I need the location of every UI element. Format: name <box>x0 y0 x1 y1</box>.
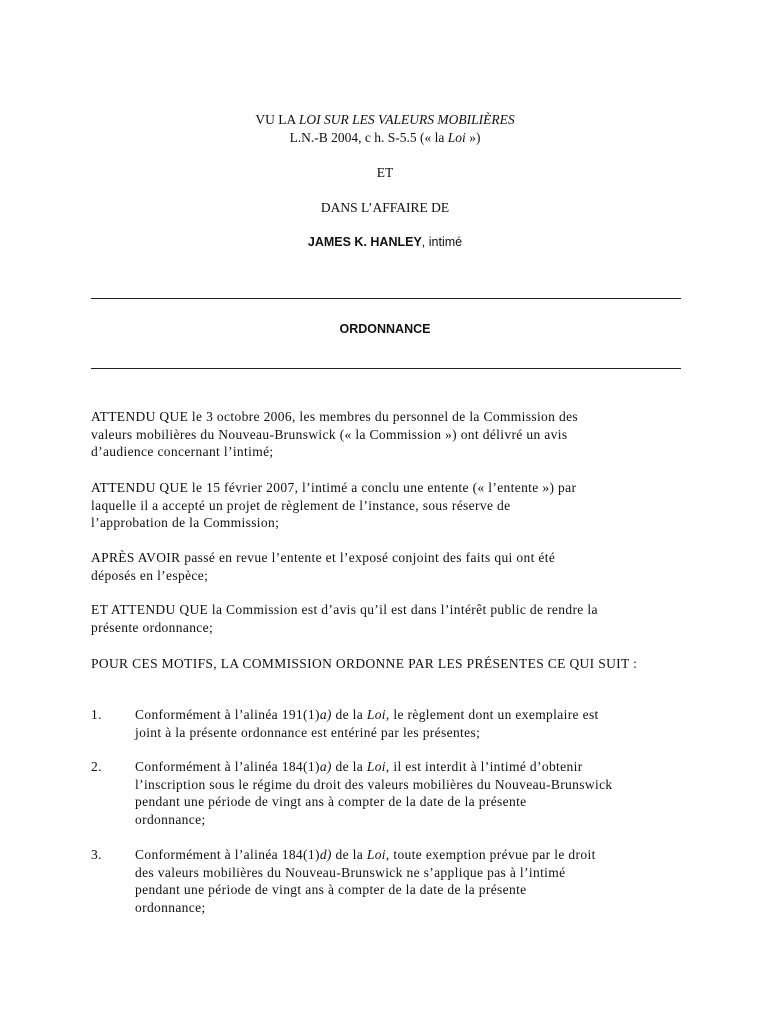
recital-2 <box>91 479 681 532</box>
item-line: ordonnance; <box>135 811 206 827</box>
item-number: 1. <box>91 707 102 722</box>
respondent-suffix: , intimé <box>421 235 463 249</box>
motive-line <box>91 655 681 673</box>
item-number: 2. <box>91 759 102 774</box>
recital-line: présente ordonnance; <box>91 619 214 635</box>
top-rule <box>91 298 681 299</box>
header-et: ET <box>376 165 394 180</box>
item-line: des valeurs mobilières du Nouveau-Brunswick ne s’applique pas à l’intimé <box>135 864 566 880</box>
item-line: l’inscription sous le régime du droit des valeurs mobilières du Nouveau-Brunswick <box>135 776 613 792</box>
item-first-line: Conformément à l’alinéa 191(1)a) de la Loi, le règlement dont un exemplaire est <box>135 707 599 722</box>
recital-3 <box>91 549 681 584</box>
recital-1 <box>91 408 681 461</box>
recital-line: valeurs mobilières du Nouveau-Brunswick (« la Commission ») ont délivré un avis <box>91 426 568 442</box>
item-line: ordonnance; <box>135 899 206 915</box>
citation-prefix: L.N.-B 2004, c h. S-5.5 (« la <box>289 130 448 145</box>
citation-loi: Loi <box>447 130 466 145</box>
citation-suffix: ») <box>465 130 481 145</box>
order-title: ORDONNANCE <box>339 322 431 336</box>
header-citation <box>0 130 770 146</box>
recital-line: ET ATTENDU QUE la Commission est d’avis qu’il est dans l’intérêt public de rendre la <box>91 602 598 617</box>
item-text <box>135 706 681 741</box>
vu-prefix: VU LA <box>255 112 299 127</box>
bottom-rule <box>91 368 681 369</box>
recital-4 <box>91 601 681 636</box>
item-line: joint à la présente ordonnance est entériné par les présentes; <box>135 724 481 740</box>
motive-text: POUR CES MOTIFS, LA COMMISSION ORDONNE PAR LES PRÉSENTES CE QUI SUIT : <box>91 656 638 671</box>
recital-line: l’approbation de la Commission; <box>91 515 280 530</box>
recital-line: ATTENDU QUE le 15 février 2007, l’intimé a conclu une entente (« l’entente ») par <box>91 480 577 495</box>
recital-line: déposés en l’espèce; <box>91 567 209 583</box>
header-dans: DANS L’AFFAIRE DE <box>320 200 450 215</box>
item-first-line: Conformément à l’alinéa 184(1)a) de la Loi, il est interdit à l’intimé d’obtenir <box>135 759 583 774</box>
recital-line: laquelle il a accepté un projet de règlement de l’instance, sous réserve de <box>91 497 511 513</box>
item-number: 3. <box>91 847 102 862</box>
respondent-name: JAMES K. HANLEY <box>307 235 422 249</box>
item-text <box>135 846 681 916</box>
recital-line: ATTENDU QUE le 3 octobre 2006, les membres du personnel de la Commission des <box>91 409 579 424</box>
recital-line: APRÈS AVOIR passé en revue l’entente et l’exposé conjoint des faits qui ont été <box>91 550 556 565</box>
item-line: pendant une période de vingt ans à compter de la date de la présente <box>135 794 527 809</box>
recital-line: d’audience concernant l’intimé; <box>91 444 274 459</box>
respondent-line <box>0 234 770 250</box>
item-text <box>135 758 681 828</box>
item-line: pendant une période de vingt ans à compter de la date de la présente <box>135 882 527 897</box>
header-vu-line <box>0 112 770 128</box>
act-title: LOI SUR LES VALEURS MOBILIÈRES <box>298 112 515 127</box>
item-first-line: Conformément à l’alinéa 184(1)d) de la Loi, toute exemption prévue par le droit <box>135 847 596 862</box>
